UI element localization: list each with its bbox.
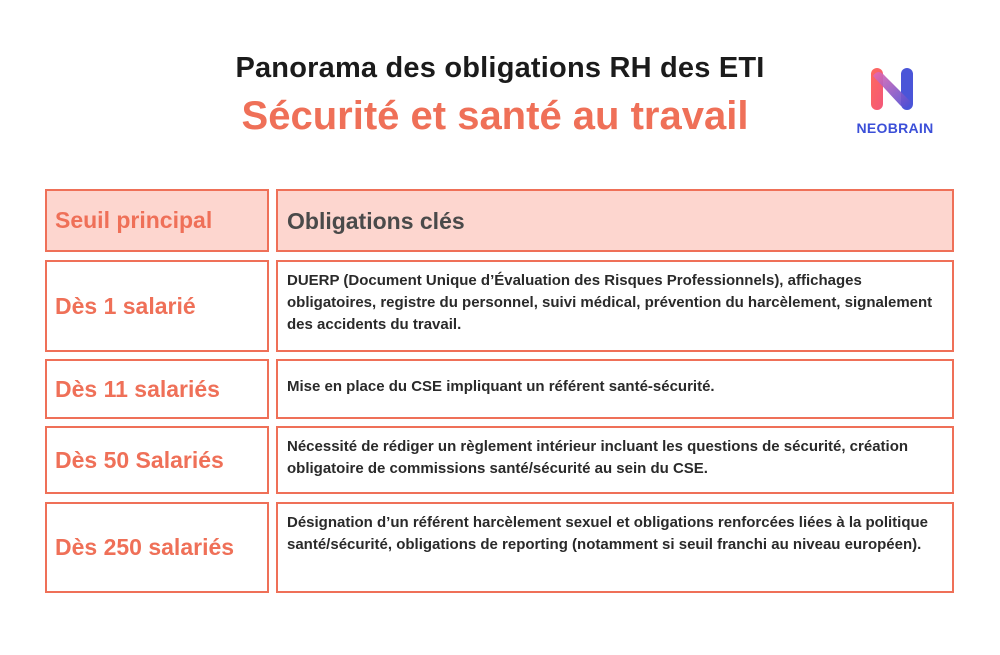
obligations-cell-row-4: Désignation d’un référent harcèlement sexuel et obligations renforcées liées à la politique santé/sécurité, obligations de reporting (notamment si seuil franchi au niveau européen). [276, 502, 954, 593]
logo-wordmark: NEOBRAIN [856, 120, 934, 136]
neobrain-logo [850, 66, 940, 136]
column-header-obligations: Obligations clés [276, 189, 954, 252]
neobrain-n-icon [868, 66, 916, 112]
threshold-cell-row-1: Dès 1 salarié [45, 260, 269, 352]
threshold-cell-row-4: Dès 250 salariés [45, 502, 269, 593]
threshold-cell-row-2: Dès 11 salariés [45, 359, 269, 419]
obligations-cell-row-2: Mise en place du CSE impliquant un référent santé-sécurité. [276, 359, 954, 419]
obligations-cell-row-1: DUERP (Document Unique d’Évaluation des Risques Professionnels), affichages obligatoires, registre du personnel, suivi médical, prévention du harcèlement, signalement des accidents du travail. [276, 260, 954, 352]
threshold-cell-row-3: Dès 50 Salariés [45, 426, 269, 494]
page-subtitle: Sécurité et santé au travail [241, 94, 749, 138]
page-title: Panorama des obligations RH des ETI [235, 52, 765, 84]
obligations-cell-row-3: Nécessité de rédiger un règlement intérieur incluant les questions de sécurité, création obligatoire de commissions santé/sécurité au sein du CSE. [276, 426, 954, 494]
column-header-threshold: Seuil principal [45, 189, 269, 252]
